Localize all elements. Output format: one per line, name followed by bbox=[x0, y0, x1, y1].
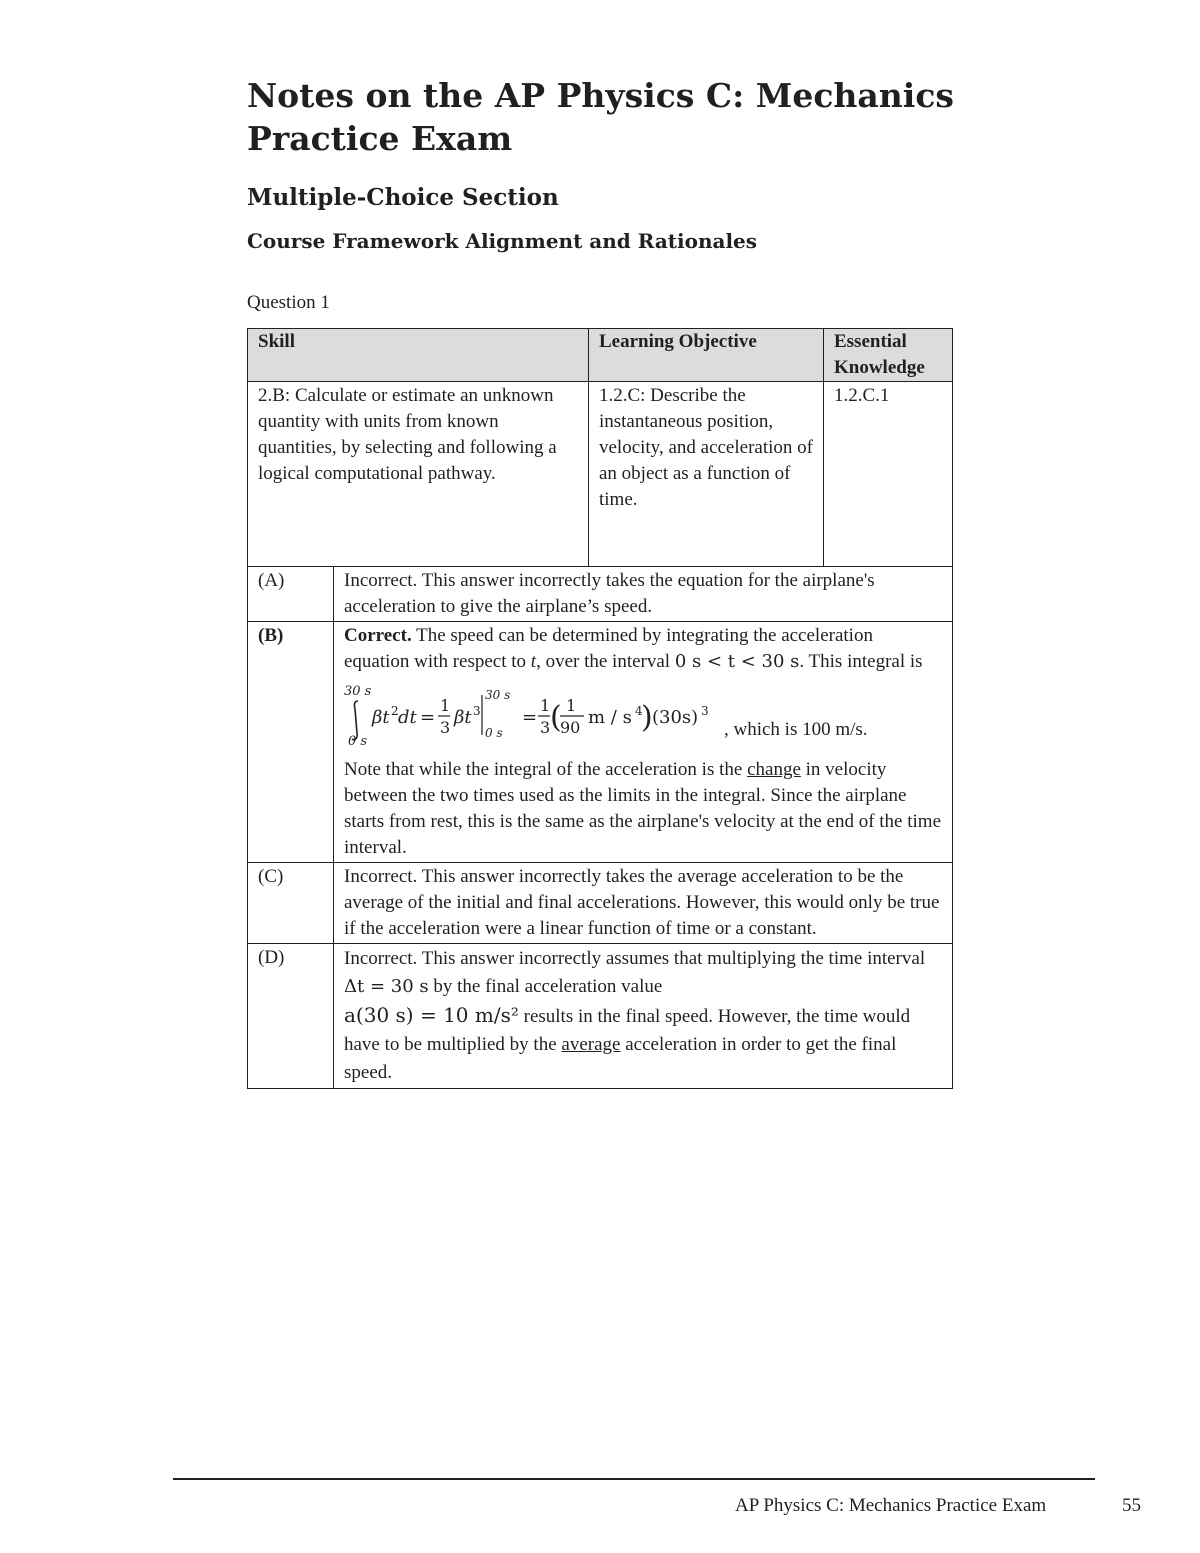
option-b-explanation bbox=[344, 623, 942, 675]
svg-text:30 s: 30 s bbox=[344, 684, 372, 699]
svg-text:(: ( bbox=[550, 700, 562, 735]
skill-cell: 2.B: Calculate or estimate an unknown quantity with units from known quantities, by selecting and following a logical computational pathway. bbox=[248, 382, 589, 567]
svg-text:2: 2 bbox=[391, 704, 399, 718]
option-d-text-2: by the final acceleration value bbox=[433, 976, 663, 997]
svg-text:3: 3 bbox=[440, 718, 451, 737]
note-post: in velocity between the two times used as the limits in the integral. Since the airplane starts from rest, this is the same as the airplane's velocity at the end of the time interval. bbox=[344, 759, 942, 858]
subsection-heading: Course Framework Alignment and Rationales bbox=[247, 229, 758, 253]
table-header-row bbox=[248, 329, 953, 382]
option-label-d: (D) bbox=[248, 944, 334, 1089]
footer-divider bbox=[173, 1478, 1095, 1480]
rationale-table bbox=[247, 328, 953, 1089]
page-title: Notes on the AP Physics C: Mechanics Practice Exam bbox=[247, 76, 954, 158]
option-b-text-2: , over the interval bbox=[536, 651, 671, 672]
equation-result: , which is 100 m/s. bbox=[724, 719, 868, 740]
option-label-a: (A) bbox=[248, 567, 334, 622]
svg-text:3: 3 bbox=[540, 718, 551, 737]
svg-text:3: 3 bbox=[473, 704, 481, 718]
option-label-b: (B) bbox=[248, 622, 334, 863]
page-number: 55 bbox=[1122, 1495, 1141, 1516]
option-b-text-3: . This integral is bbox=[799, 651, 923, 672]
option-b-note bbox=[344, 757, 942, 861]
time-interval: 0 s < t < 30 s bbox=[674, 651, 800, 672]
option-row-d bbox=[248, 944, 953, 1089]
option-text-c: Incorrect. This answer incorrectly takes the average acceleration to be the average of the initial and final accelerations. However, this would only be true if the acceleration were a linear function of time or a constant. bbox=[334, 863, 953, 944]
knowledge-header: Essential Knowledge bbox=[823, 329, 952, 382]
correct-lead: Correct. bbox=[344, 625, 412, 646]
option-row-b bbox=[248, 622, 953, 863]
svg-text:1: 1 bbox=[440, 696, 451, 715]
delta-t-interval: Δt = 30 s bbox=[344, 976, 429, 997]
option-text-b bbox=[334, 622, 953, 863]
option-text-d bbox=[334, 944, 953, 1089]
question-label: Question 1 bbox=[247, 292, 330, 313]
option-d-text-3: results in the final speed. However, the time would have to be multiplied by the bbox=[344, 1006, 911, 1055]
objective-header: Learning Objective bbox=[588, 329, 823, 382]
average-word: average bbox=[561, 1034, 621, 1055]
footer-title: AP Physics C: Mechanics Practice Exam bbox=[735, 1495, 1047, 1516]
alignment-row bbox=[248, 382, 953, 567]
svg-text:4: 4 bbox=[635, 704, 643, 718]
svg-text:3: 3 bbox=[701, 704, 709, 718]
svg-text:=: = bbox=[522, 707, 538, 728]
section-heading: Multiple-Choice Section bbox=[247, 184, 559, 211]
objective-cell: 1.2.C: Describe the instantaneous position, velocity, and acceleration of an object as a function of time. bbox=[588, 382, 823, 567]
skill-header: Skill bbox=[248, 329, 589, 382]
option-text-a: Incorrect. This answer incorrectly takes the equation for the airplane's acceleration to give the airplane’s speed. bbox=[334, 567, 953, 622]
svg-text:=: = bbox=[420, 707, 436, 728]
svg-text:dt: dt bbox=[398, 707, 417, 728]
option-b-text-1: The speed can be determined by integrating the acceleration equation with respect to bbox=[344, 625, 873, 672]
option-label-c: (C) bbox=[248, 863, 334, 944]
svg-text:βt: βt bbox=[372, 707, 390, 728]
svg-text:0 s: 0 s bbox=[348, 734, 368, 747]
svg-text:1: 1 bbox=[566, 696, 577, 715]
option-d-text-1: Incorrect. This answer incorrectly assumes that multiplying the time interval bbox=[344, 948, 926, 969]
svg-text:1: 1 bbox=[540, 696, 551, 715]
final-acceleration: a(30 s) = 10 m/s² bbox=[344, 1003, 519, 1027]
option-row-c bbox=[248, 863, 953, 944]
svg-text:90: 90 bbox=[560, 718, 581, 737]
note-change: change bbox=[747, 759, 801, 780]
svg-text:30 s: 30 s bbox=[485, 688, 511, 702]
knowledge-cell: 1.2.C.1 bbox=[823, 382, 952, 567]
variable-t: t bbox=[530, 651, 537, 672]
svg-text:βt: βt bbox=[454, 707, 472, 728]
svg-text:(30s): (30s) bbox=[652, 707, 699, 728]
svg-text:m / s: m / s bbox=[588, 707, 632, 728]
option-d-text-4: acceleration in order to get the final speed. bbox=[344, 1034, 897, 1083]
svg-text:): ) bbox=[641, 700, 653, 735]
svg-text:0 s: 0 s bbox=[485, 726, 503, 740]
note-pre: Note that while the integral of the acceleration is the bbox=[344, 759, 743, 780]
option-row-a bbox=[248, 567, 953, 622]
